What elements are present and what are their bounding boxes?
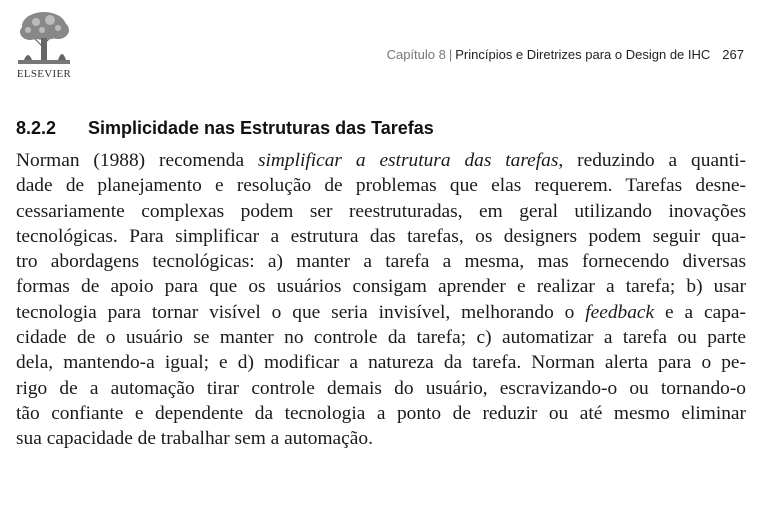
publisher-logo [14,8,74,82]
running-head [387,47,744,62]
text-line: Norman (1988) recomenda simplificar a estrutura das tarefas, reduzindo a quanti- [16,150,746,171]
emphasis-text: feedback [585,301,655,323]
text-line: tecnológicas. Para simplificar a estrutura das tarefas, os designers podem seguir qua- [16,225,746,247]
text-line: dade de planejamento e resolução de problemas que elas requerem. Tarefas desne- [16,175,746,197]
text-line: tecnologia para tornar visível o que seria invisível, melhorando o feedback e a capa- [16,301,746,323]
header-separator: | [448,47,453,62]
chapter-title: Princípios e Diretrizes para o Design de IHC [455,47,711,62]
text-line: tão confiante e dependente da tecnologia a ponto de reduzir ou até mesmo eliminar [16,402,746,424]
publisher-name: ELSEVIER [16,68,72,80]
section-heading [16,118,434,139]
text-line: sua capacidade de trabalhar sem a automação. [16,428,373,450]
text-line: cessariamente complexas podem ser reestruturadas, em geral utilizando inovações [16,200,746,222]
elsevier-tree-icon [14,8,74,66]
chapter-label: Capítulo 8 [386,47,446,62]
page-number: 267 [722,47,744,62]
text-line: formas de apoio para que os usuários consigam aprender e realizar a tarefa; b) usar [16,276,746,298]
section-title: Simplicidade nas Estruturas das Tarefas [88,118,434,138]
text-line: cidade de o usuário se manter no controle da tarefa; c) automatizar a tarefa ou parte [16,327,746,349]
section-number: 8.2.2 [16,118,57,138]
emphasis-text: simplificar a estrutura das tarefas [257,150,559,171]
text-line: dela, mantendo-a igual; e d) modificar a natureza da tarefa. Norman alerta para o pe- [16,352,746,374]
text-line: rigo de a automação tirar controle demais do usuário, escravizando-o ou tornando-o [16,377,746,399]
body-paragraph [16,148,746,452]
text-line: tro abordagens tecnológicas: a) manter a tarefa a mesma, mas fornecendo diversas [16,251,746,273]
